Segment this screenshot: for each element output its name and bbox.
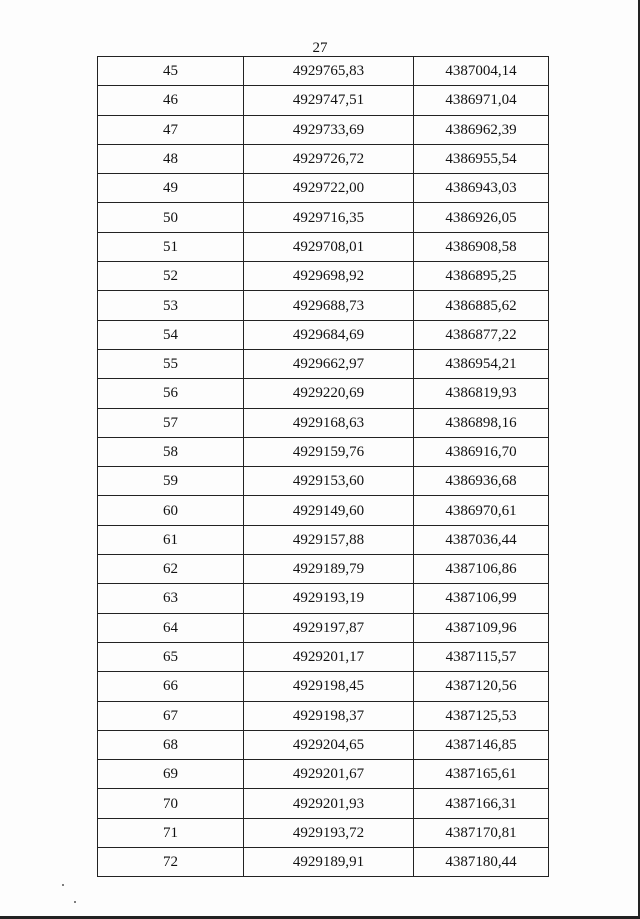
table-row bbox=[98, 57, 549, 86]
table-row bbox=[98, 437, 549, 466]
y-coordinate-cell: 4386819,93 bbox=[414, 379, 549, 408]
x-coordinate-cell: 4929153,60 bbox=[244, 467, 414, 496]
point-number-cell: 68 bbox=[98, 730, 244, 759]
point-number-cell: 71 bbox=[98, 818, 244, 847]
x-coordinate-cell: 4929688,73 bbox=[244, 291, 414, 320]
y-coordinate-cell: 4387004,14 bbox=[414, 57, 549, 86]
x-coordinate-cell: 4929193,72 bbox=[244, 818, 414, 847]
y-coordinate-cell: 4386898,16 bbox=[414, 408, 549, 437]
x-coordinate-cell: 4929157,88 bbox=[244, 525, 414, 554]
x-coordinate-cell: 4929708,01 bbox=[244, 232, 414, 261]
point-number-cell: 65 bbox=[98, 642, 244, 671]
table-row bbox=[98, 525, 549, 554]
x-coordinate-cell: 4929722,00 bbox=[244, 174, 414, 203]
point-number-cell: 72 bbox=[98, 848, 244, 877]
y-coordinate-cell: 4387106,86 bbox=[414, 555, 549, 584]
table-row bbox=[98, 291, 549, 320]
y-coordinate-cell: 4386962,39 bbox=[414, 115, 549, 144]
y-coordinate-cell: 4387180,44 bbox=[414, 848, 549, 877]
point-number-cell: 45 bbox=[98, 57, 244, 86]
y-coordinate-cell: 4386877,22 bbox=[414, 320, 549, 349]
point-number-cell: 49 bbox=[98, 174, 244, 203]
point-number-cell: 70 bbox=[98, 789, 244, 818]
x-coordinate-cell: 4929201,93 bbox=[244, 789, 414, 818]
y-coordinate-cell: 4386936,68 bbox=[414, 467, 549, 496]
x-coordinate-cell: 4929198,45 bbox=[244, 672, 414, 701]
coordinates-table-body bbox=[98, 57, 549, 877]
point-number-cell: 66 bbox=[98, 672, 244, 701]
table-row bbox=[98, 174, 549, 203]
y-coordinate-cell: 4387165,61 bbox=[414, 760, 549, 789]
coordinates-table bbox=[97, 56, 549, 877]
point-number-cell: 47 bbox=[98, 115, 244, 144]
table-row bbox=[98, 789, 549, 818]
table-row bbox=[98, 467, 549, 496]
point-number-cell: 53 bbox=[98, 291, 244, 320]
y-coordinate-cell: 4386926,05 bbox=[414, 203, 549, 232]
y-coordinate-cell: 4386954,21 bbox=[414, 349, 549, 378]
y-coordinate-cell: 4386971,04 bbox=[414, 86, 549, 115]
x-coordinate-cell: 4929684,69 bbox=[244, 320, 414, 349]
y-coordinate-cell: 4386895,25 bbox=[414, 262, 549, 291]
y-coordinate-cell: 4387109,96 bbox=[414, 613, 549, 642]
table-row bbox=[98, 262, 549, 291]
x-coordinate-cell: 4929197,87 bbox=[244, 613, 414, 642]
y-coordinate-cell: 4386943,03 bbox=[414, 174, 549, 203]
point-number-cell: 51 bbox=[98, 232, 244, 261]
table-row bbox=[98, 379, 549, 408]
y-coordinate-cell: 4387115,57 bbox=[414, 642, 549, 671]
table-row bbox=[98, 848, 549, 877]
y-coordinate-cell: 4386955,54 bbox=[414, 144, 549, 173]
point-number-cell: 58 bbox=[98, 437, 244, 466]
point-number-cell: 64 bbox=[98, 613, 244, 642]
point-number-cell: 69 bbox=[98, 760, 244, 789]
point-number-cell: 62 bbox=[98, 555, 244, 584]
x-coordinate-cell: 4929201,67 bbox=[244, 760, 414, 789]
table-row bbox=[98, 408, 549, 437]
scan-speck bbox=[74, 901, 76, 903]
table-row bbox=[98, 349, 549, 378]
point-number-cell: 63 bbox=[98, 584, 244, 613]
table-row bbox=[98, 86, 549, 115]
x-coordinate-cell: 4929765,83 bbox=[244, 57, 414, 86]
y-coordinate-cell: 4386916,70 bbox=[414, 437, 549, 466]
x-coordinate-cell: 4929159,76 bbox=[244, 437, 414, 466]
x-coordinate-cell: 4929201,17 bbox=[244, 642, 414, 671]
table-row bbox=[98, 642, 549, 671]
x-coordinate-cell: 4929220,69 bbox=[244, 379, 414, 408]
table-row bbox=[98, 496, 549, 525]
point-number-cell: 54 bbox=[98, 320, 244, 349]
y-coordinate-cell: 4387125,53 bbox=[414, 701, 549, 730]
table-row bbox=[98, 320, 549, 349]
x-coordinate-cell: 4929698,92 bbox=[244, 262, 414, 291]
table-row bbox=[98, 672, 549, 701]
point-number-cell: 56 bbox=[98, 379, 244, 408]
x-coordinate-cell: 4929662,97 bbox=[244, 349, 414, 378]
point-number-cell: 59 bbox=[98, 467, 244, 496]
page-number: 27 bbox=[312, 40, 328, 56]
x-coordinate-cell: 4929193,19 bbox=[244, 584, 414, 613]
scan-speck bbox=[62, 884, 64, 886]
y-coordinate-cell: 4387120,56 bbox=[414, 672, 549, 701]
x-coordinate-cell: 4929149,60 bbox=[244, 496, 414, 525]
table-row bbox=[98, 730, 549, 759]
y-coordinate-cell: 4387166,31 bbox=[414, 789, 549, 818]
table-row bbox=[98, 232, 549, 261]
y-coordinate-cell: 4387146,85 bbox=[414, 730, 549, 759]
x-coordinate-cell: 4929198,37 bbox=[244, 701, 414, 730]
point-number-cell: 48 bbox=[98, 144, 244, 173]
x-coordinate-cell: 4929189,79 bbox=[244, 555, 414, 584]
x-coordinate-cell: 4929168,63 bbox=[244, 408, 414, 437]
point-number-cell: 67 bbox=[98, 701, 244, 730]
table-row bbox=[98, 584, 549, 613]
point-number-cell: 46 bbox=[98, 86, 244, 115]
table-row bbox=[98, 144, 549, 173]
table-row bbox=[98, 818, 549, 847]
y-coordinate-cell: 4387170,81 bbox=[414, 818, 549, 847]
table-row bbox=[98, 760, 549, 789]
table-row bbox=[98, 701, 549, 730]
table-row bbox=[98, 203, 549, 232]
y-coordinate-cell: 4386885,62 bbox=[414, 291, 549, 320]
point-number-cell: 55 bbox=[98, 349, 244, 378]
x-coordinate-cell: 4929733,69 bbox=[244, 115, 414, 144]
x-coordinate-cell: 4929726,72 bbox=[244, 144, 414, 173]
table-row bbox=[98, 115, 549, 144]
point-number-cell: 57 bbox=[98, 408, 244, 437]
y-coordinate-cell: 4387036,44 bbox=[414, 525, 549, 554]
x-coordinate-cell: 4929716,35 bbox=[244, 203, 414, 232]
point-number-cell: 50 bbox=[98, 203, 244, 232]
point-number-cell: 52 bbox=[98, 262, 244, 291]
y-coordinate-cell: 4386908,58 bbox=[414, 232, 549, 261]
point-number-cell: 60 bbox=[98, 496, 244, 525]
x-coordinate-cell: 4929189,91 bbox=[244, 848, 414, 877]
table-row bbox=[98, 613, 549, 642]
x-coordinate-cell: 4929204,65 bbox=[244, 730, 414, 759]
y-coordinate-cell: 4386970,61 bbox=[414, 496, 549, 525]
point-number-cell: 61 bbox=[98, 525, 244, 554]
x-coordinate-cell: 4929747,51 bbox=[244, 86, 414, 115]
y-coordinate-cell: 4387106,99 bbox=[414, 584, 549, 613]
table-row bbox=[98, 555, 549, 584]
